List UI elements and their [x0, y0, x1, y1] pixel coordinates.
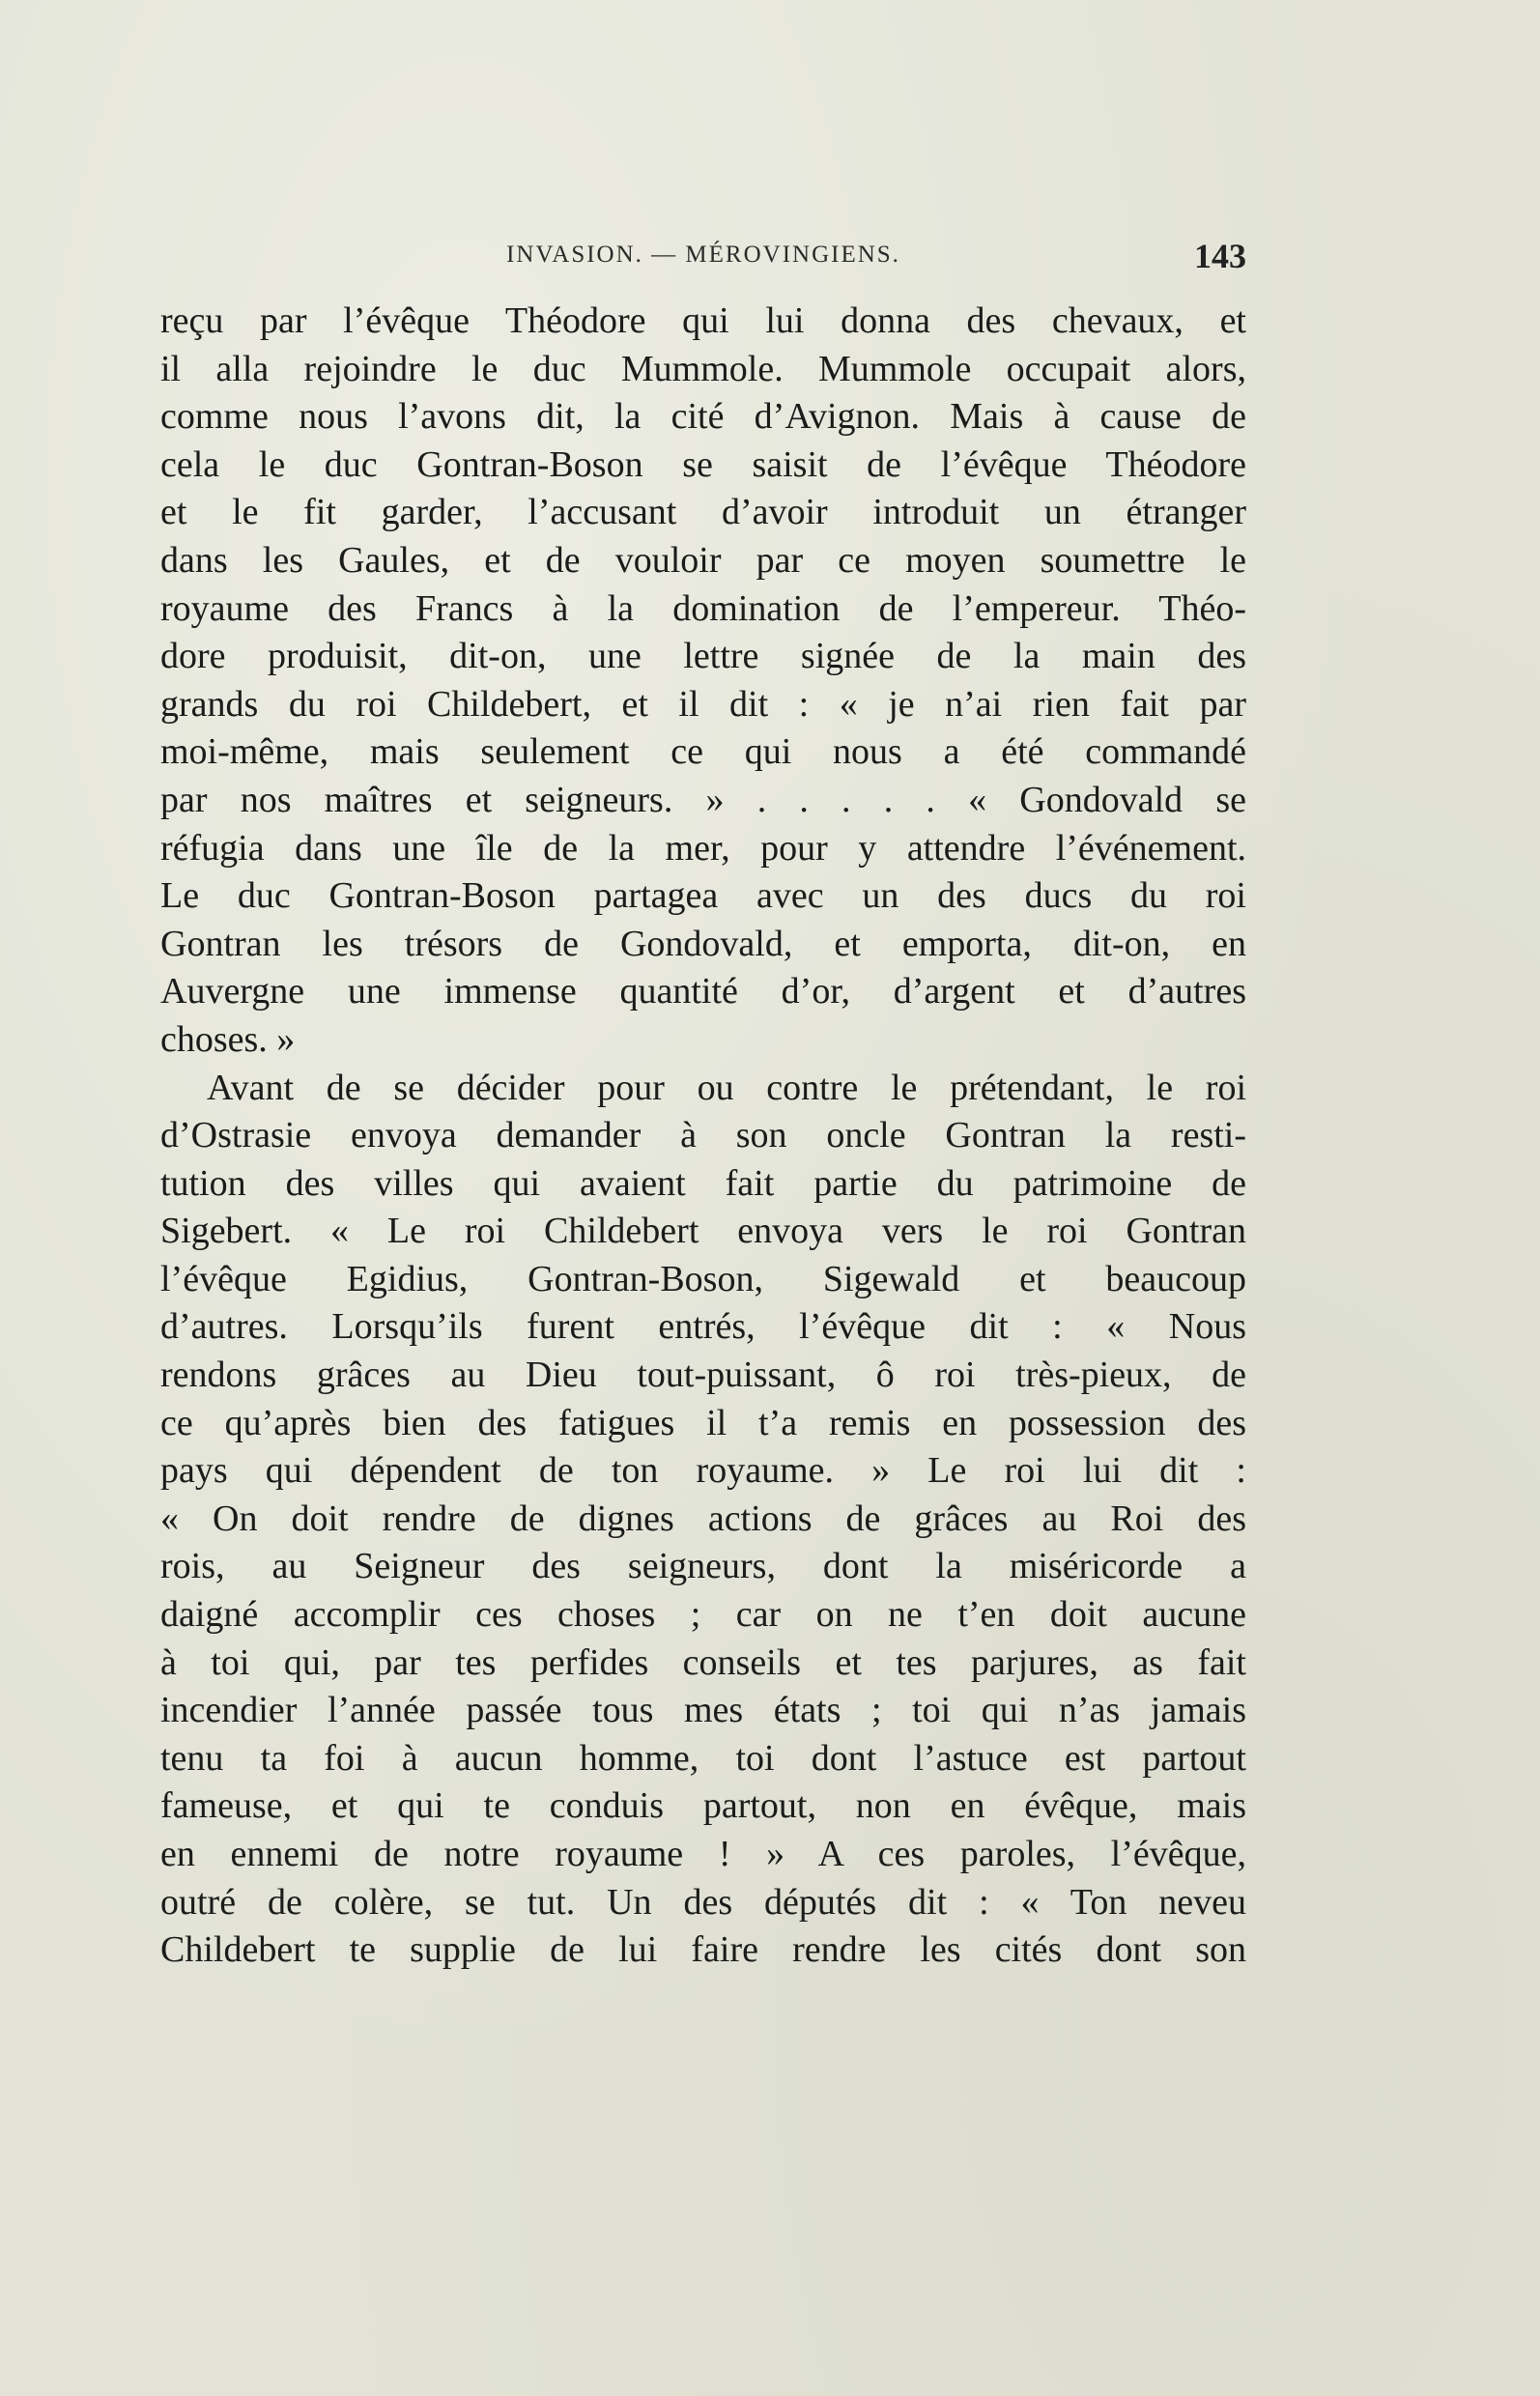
body-text: [160, 298, 1246, 1975]
text-line: daigné accomplir ces choses ; car on ne t’en doit aucune: [160, 1594, 1246, 1636]
text-line: Childebert te supplie de lui faire rendre les cités dont son: [160, 1929, 1246, 1971]
text-line: tenu ta foi à aucun homme, toi dont l’astuce est partout: [160, 1737, 1246, 1779]
text-line: cela le duc Gontran-Boson se saisit de l’évêque Théodore: [160, 443, 1246, 485]
text-line: rendons grâces au Dieu tout-puissant, ô roi très-pieux, de: [160, 1355, 1246, 1396]
text-line: fameuse, et qui te conduis partout, non en évêque, mais: [160, 1785, 1246, 1827]
text-line: Sigebert. « Le roi Childebert envoya vers le roi Gontran: [160, 1211, 1246, 1252]
text-line: dore produisit, dit-on, une lettre signée de la main des: [160, 636, 1246, 677]
text-line: « On doit rendre de dignes actions de grâces au Roi des: [160, 1498, 1246, 1539]
text-line: l’évêque Egidius, Gontran-Boson, Sigewald et beaucoup: [160, 1258, 1246, 1299]
text-line: grands du roi Childebert, et il dit : « je n’ai rien fait par: [160, 683, 1246, 725]
text-line: outré de colère, se tut. Un des députés dit : « Ton neveu: [160, 1881, 1246, 1923]
text-line: Avant de se décider pour ou contre le prétendant, le roi: [207, 1067, 1246, 1108]
page-number: 143: [1194, 237, 1246, 275]
text-line: par nos maîtres et seigneurs. » . . . . . « Gondovald se: [160, 779, 1246, 820]
text-line: reçu par l’évêque Théodore qui lui donna des chevaux, et: [160, 300, 1246, 341]
text-line: moi-même, mais seulement ce qui nous a été commandé: [160, 731, 1246, 773]
text-line: dans les Gaules, et de vouloir par ce moyen soumettre le: [160, 539, 1246, 581]
text-line: royaume des Francs à la domination de l’empereur. Théo-: [160, 587, 1246, 629]
text-line: d’Ostrasie envoya demander à son oncle Gontran la resti-: [160, 1115, 1246, 1156]
text-line: incendier l’année passée tous mes états ; toi qui n’as jamais: [160, 1690, 1246, 1731]
text-line: Gontran les trésors de Gondovald, et emporta, dit-on, en: [160, 923, 1246, 964]
text-line: réfugia dans une île de la mer, pour y attendre l’événement.: [160, 827, 1246, 869]
text-line: et le fit garder, l’accusant d’avoir introduit un étranger: [160, 492, 1246, 533]
text-line: tution des villes qui avaient fait partie du patrimoine de: [160, 1162, 1246, 1204]
text-line: à toi qui, par tes perfides conseils et tes parjures, as fait: [160, 1641, 1246, 1683]
text-line: il alla rejoindre le duc Mummole. Mummole occupait alors,: [160, 348, 1246, 389]
text-line: en ennemi de notre royaume ! » A ces paroles, l’évêque,: [160, 1834, 1246, 1874]
text-line: choses. »: [160, 1018, 296, 1060]
text-line: pays qui dépendent de ton royaume. » Le roi lui dit :: [160, 1450, 1246, 1492]
text-line: rois, au Seigneur des seigneurs, dont la miséricorde a: [160, 1546, 1246, 1587]
text-line: Auvergne une immense quantité d’or, d’argent et d’autres: [160, 971, 1246, 1013]
running-title: INVASION. — MÉROVINGIENS.: [506, 242, 900, 268]
text-line: comme nous l’avons dit, la cité d’Avignon. Mais à cause de: [160, 396, 1246, 438]
page-header: [160, 236, 1246, 280]
text-line: Le duc Gontran-Boson partagea avec un des ducs du roi: [160, 875, 1246, 917]
text-line: d’autres. Lorsqu’ils furent entrés, l’évêque dit : « Nous: [160, 1306, 1246, 1348]
text-line: ce qu’après bien des fatigues il t’a remis en possession des: [160, 1402, 1246, 1443]
